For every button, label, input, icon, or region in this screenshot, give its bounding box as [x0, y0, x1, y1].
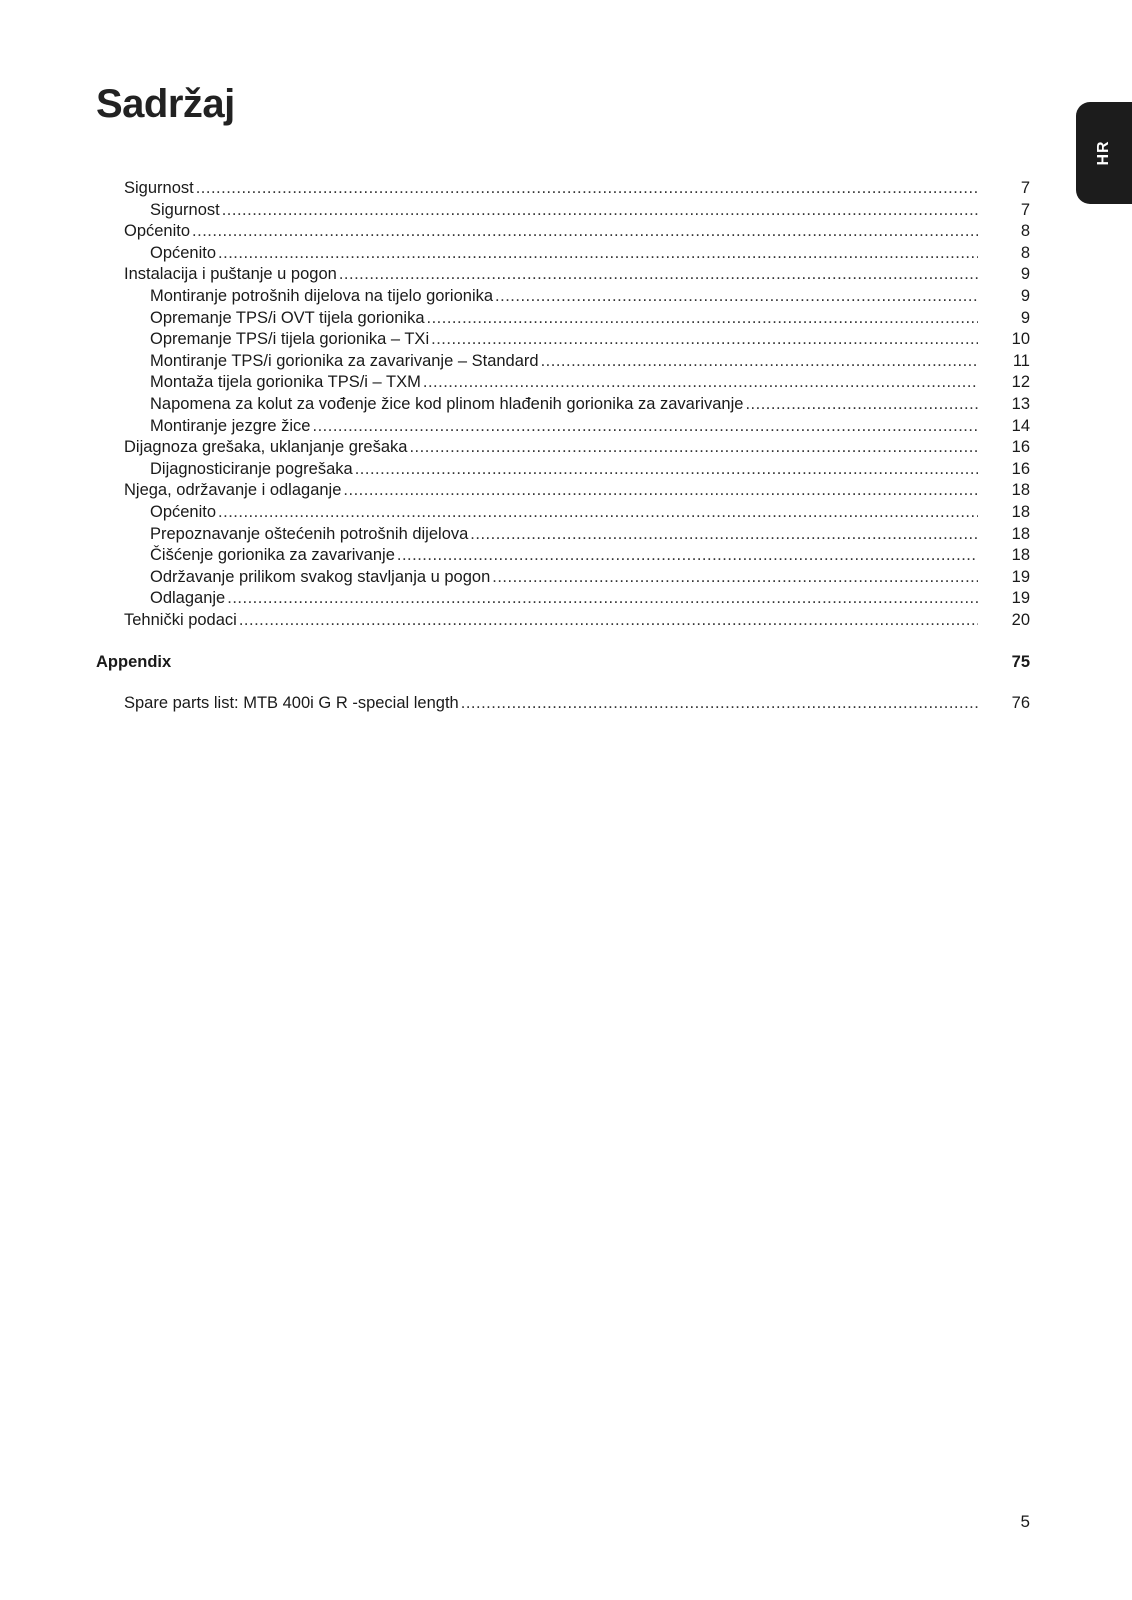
toc-entry[interactable]	[96, 243, 1030, 265]
toc-entry-label: Montiranje potrošnih dijelova na tijelo gorionika	[150, 286, 494, 305]
toc-entry-page: 9	[1020, 308, 1030, 327]
toc-leader-dots	[222, 200, 978, 222]
appendix-page: 75	[1011, 653, 1030, 672]
toc-entry-label: Održavanje prilikom svakog stavljanja u pogon	[150, 567, 491, 586]
toc-entry-label: Njega, održavanje i odlaganje	[124, 481, 342, 500]
toc-leader-dots	[192, 221, 978, 243]
toc-entry-page: 19	[1011, 589, 1030, 608]
toc-entry[interactable]	[96, 480, 1030, 502]
toc-leader-dots	[409, 437, 978, 459]
toc-entry-page: 10	[1011, 330, 1030, 349]
toc-leader-dots	[397, 545, 978, 567]
toc-entry[interactable]	[96, 693, 1030, 715]
toc-entry-label: Sigurnost	[150, 200, 220, 219]
toc-entry-label: Sigurnost	[124, 179, 194, 197]
toc-entry[interactable]	[96, 610, 1030, 632]
toc-leader-dots	[313, 416, 979, 438]
toc-leader-dots	[461, 693, 978, 715]
toc-entry[interactable]	[96, 221, 1030, 243]
toc-entry-page: 16	[1011, 459, 1030, 478]
toc-entry[interactable]	[96, 524, 1030, 546]
toc-leader-dots	[492, 567, 978, 589]
toc-entry-page: 13	[1011, 394, 1030, 413]
toc-entry-page: 18	[1011, 546, 1030, 565]
toc-entry-page: 16	[1011, 438, 1030, 457]
toc-entry-page: 8	[1020, 243, 1030, 262]
toc-leader-dots	[541, 351, 978, 373]
toc-main-list	[96, 178, 1030, 631]
toc-leader-dots	[218, 243, 978, 265]
toc-entry-page: 14	[1011, 416, 1030, 435]
toc-leader-dots	[339, 264, 978, 286]
table-of-contents	[96, 178, 1030, 715]
toc-entry[interactable]	[96, 394, 1030, 416]
language-tab-label: HR	[1095, 140, 1112, 166]
toc-entry-page: 18	[1011, 502, 1030, 521]
toc-leader-dots	[355, 459, 978, 481]
toc-entry-label: Tehnički podaci	[124, 610, 237, 629]
toc-entry-label: Općenito	[150, 502, 217, 521]
toc-leader-dots	[431, 329, 978, 351]
toc-leader-dots	[745, 394, 978, 416]
toc-entry[interactable]	[96, 200, 1030, 222]
toc-entry-page: 76	[1011, 694, 1030, 713]
toc-leader-dots	[227, 588, 978, 610]
toc-entry-label: Montiranje TPS/i gorionika za zavarivanje – Standard	[150, 351, 539, 370]
toc-entry-label: Općenito	[150, 243, 217, 262]
toc-entry-label: Opremanje TPS/i tijela gorionika – TXi	[150, 330, 430, 349]
toc-entry-label: Prepoznavanje oštećenih potrošnih dijelova	[150, 524, 469, 543]
toc-entry-label: Čišćenje gorionika za zavarivanje	[150, 546, 395, 565]
toc-entry-label: Instalacija i puštanje u pogon	[124, 265, 337, 284]
toc-entry-page: 9	[1020, 265, 1030, 284]
toc-leader-dots	[423, 372, 978, 394]
toc-entry-label: Dijagnosticiranje pogrešaka	[150, 459, 353, 478]
toc-leader-dots	[427, 308, 978, 330]
toc-appendix-list	[96, 693, 1030, 715]
toc-entry[interactable]	[96, 545, 1030, 567]
toc-entry-page: 7	[1020, 200, 1030, 219]
toc-appendix-heading[interactable]	[96, 651, 1030, 673]
toc-leader-dots	[196, 178, 978, 200]
toc-entry-label: Odlaganje	[150, 589, 226, 608]
toc-leader-dots	[470, 524, 978, 546]
page-title: Sadržaj	[96, 82, 235, 126]
toc-entry[interactable]	[96, 286, 1030, 308]
toc-entry[interactable]	[96, 437, 1030, 459]
toc-entry[interactable]	[96, 178, 1030, 200]
page-number: 5	[1020, 1512, 1030, 1531]
toc-entry-page: 11	[1012, 351, 1030, 370]
toc-entry[interactable]	[96, 264, 1030, 286]
toc-entry[interactable]	[96, 372, 1030, 394]
toc-entry-page: 12	[1011, 373, 1030, 392]
toc-entry-label: Spare parts list: MTB 400i G R -special length	[124, 694, 459, 713]
toc-entry-page: 7	[1020, 179, 1030, 197]
toc-entry[interactable]	[96, 329, 1030, 351]
toc-leader-dots	[343, 480, 978, 502]
toc-entry-page: 19	[1011, 567, 1030, 586]
toc-leader-dots	[239, 610, 978, 632]
toc-entry-page: 9	[1020, 286, 1030, 305]
language-tab	[1076, 102, 1132, 204]
toc-entry-page: 18	[1011, 524, 1030, 543]
appendix-label: Appendix	[96, 653, 172, 672]
toc-entry-label: Opremanje TPS/i OVT tijela gorionika	[150, 308, 425, 327]
toc-entry-label: Montaža tijela gorionika TPS/i – TXM	[150, 373, 421, 392]
toc-entry-page: 20	[1011, 610, 1030, 629]
toc-entry-label: Montiranje jezgre žice	[150, 416, 311, 435]
toc-entry-page: 8	[1020, 222, 1030, 241]
toc-entry[interactable]	[96, 416, 1030, 438]
toc-entry[interactable]	[96, 502, 1030, 524]
toc-leader-dots	[495, 286, 978, 308]
toc-leader-dots	[218, 502, 978, 524]
toc-entry[interactable]	[96, 567, 1030, 589]
toc-entry[interactable]	[96, 459, 1030, 481]
toc-entry[interactable]	[96, 308, 1030, 330]
toc-entry-page: 18	[1011, 481, 1030, 500]
toc-entry-label: Napomena za kolut za vođenje žice kod plinom hlađenih gorionika za zavarivanje	[150, 394, 744, 413]
toc-entry-label: Općenito	[124, 222, 191, 241]
toc-entry[interactable]	[96, 588, 1030, 610]
toc-entry-label: Dijagnoza grešaka, uklanjanje grešaka	[124, 438, 408, 457]
toc-entry[interactable]	[96, 351, 1030, 373]
